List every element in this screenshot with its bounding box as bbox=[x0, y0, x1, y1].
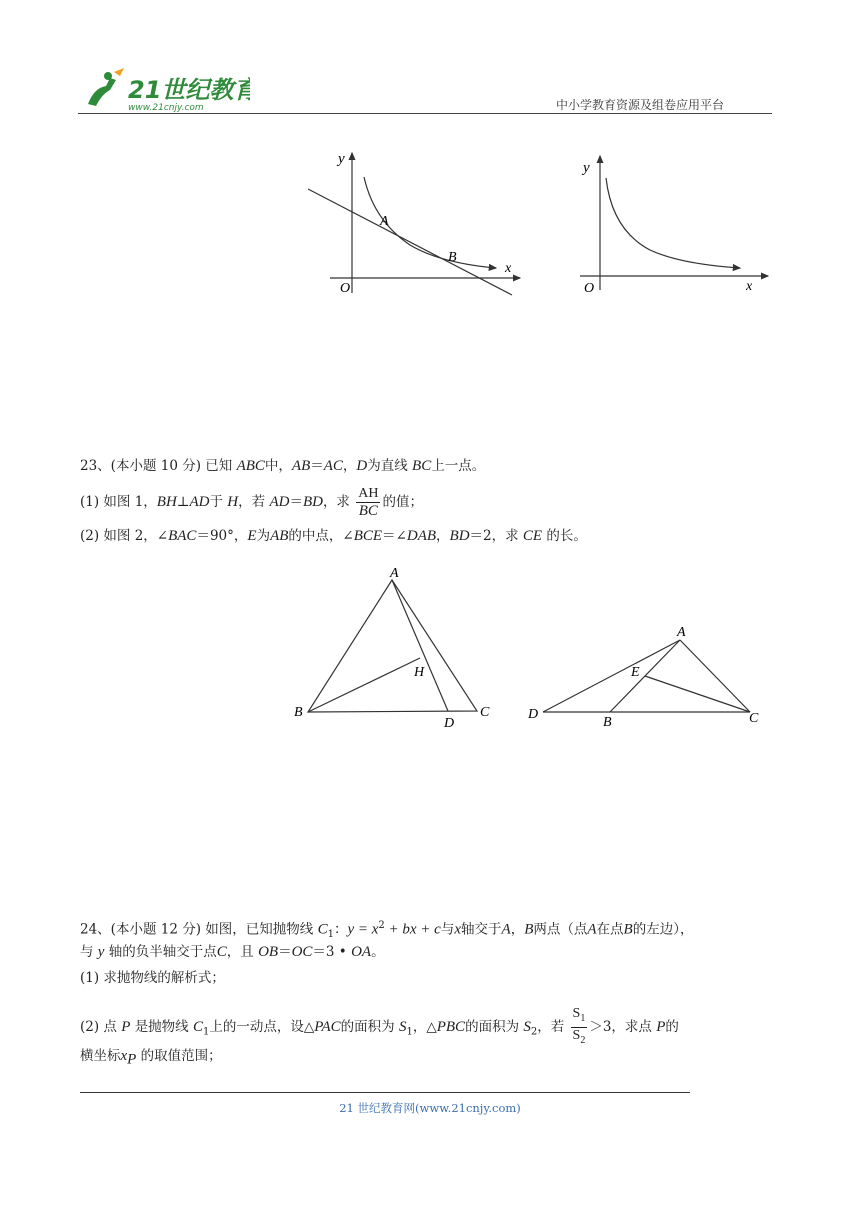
vertex-c: C bbox=[480, 705, 490, 720]
q23-part1: (1) 如图 1，BH⊥AD于 H，若 AD＝BD，求 $\frac{AH}{BC}$ 的值； bbox=[80, 486, 423, 519]
vertex-d: D bbox=[528, 707, 539, 722]
site-logo bbox=[80, 66, 250, 112]
q24-line4: 横坐标$x_P$ 的取值范围； bbox=[80, 1048, 222, 1068]
point-e: E bbox=[631, 665, 640, 680]
area-ratio-fraction: $\frac{S_1}{S_2}$ bbox=[572, 1006, 586, 1046]
q23-part2: (2) 如图 2，∠BAC＝90°，E为AB的中点，∠BCE＝∠DAB，BD＝2，求 CE 的长。 bbox=[80, 528, 587, 544]
vertex-d: D bbox=[444, 716, 455, 731]
y-label: y bbox=[338, 151, 345, 167]
y-label: y bbox=[583, 160, 590, 176]
vertex-b: B bbox=[603, 715, 612, 730]
vertex-a: A bbox=[390, 566, 399, 581]
hyperbola-curve bbox=[606, 178, 740, 268]
logo-url: www.21cnjy.com bbox=[128, 103, 204, 112]
footer-divider bbox=[80, 1092, 690, 1093]
figure-2-triangle bbox=[525, 620, 770, 730]
straight-line bbox=[308, 189, 512, 295]
origin-label: O bbox=[340, 281, 351, 296]
origin-label: O bbox=[584, 281, 595, 296]
vertex-c: C bbox=[749, 711, 759, 726]
graph-line-hyperbola bbox=[300, 145, 530, 305]
logo-text: 21世纪教育 bbox=[128, 76, 250, 104]
point-b-label: B bbox=[448, 250, 457, 265]
x-label: x bbox=[505, 261, 512, 276]
q24-part1: (1) 求抛物线的解析式； bbox=[80, 970, 225, 986]
q24-line2: 与 y 轴的负半轴交于点C，且 OB＝OC＝3 • OA。 bbox=[80, 944, 385, 960]
point-h: H bbox=[414, 665, 425, 680]
ratio-fraction: $\frac{AH}{BC}$ bbox=[358, 486, 379, 519]
platform-name: 中小学教育资源及组卷应用平台 bbox=[556, 98, 725, 112]
figure-1-triangle bbox=[290, 560, 500, 735]
q24-part2: (2) 点 P 是抛物线 $C_1$上的一动点，设△PAC的面积为 $S_1$，△PBC的面积为 $S_2$，若 $\frac{S_1}{S_2}$ ＞3，求点 P的 bbox=[80, 1006, 679, 1049]
point-a-label: A bbox=[380, 214, 389, 229]
q23-intro: 23、(本小题 10 分) 已知 ABC中，AB＝AC，D为直线 BC上一点。 bbox=[80, 458, 486, 474]
vertex-b: B bbox=[294, 705, 303, 720]
q24-intro: 24、(本小题 12 分) 如图，已知抛物线 $C_1$：$y = x^2$ + bx + c与x轴交于A，B两点（点A在点B的左边）， bbox=[80, 920, 694, 941]
header-divider bbox=[78, 113, 772, 114]
vertex-a: A bbox=[677, 625, 686, 640]
footer-link[interactable]: 21 世纪教育网(www.21cnjy.com) bbox=[339, 1101, 521, 1115]
graph-hyperbola bbox=[570, 150, 780, 300]
x-label: x bbox=[746, 279, 753, 294]
